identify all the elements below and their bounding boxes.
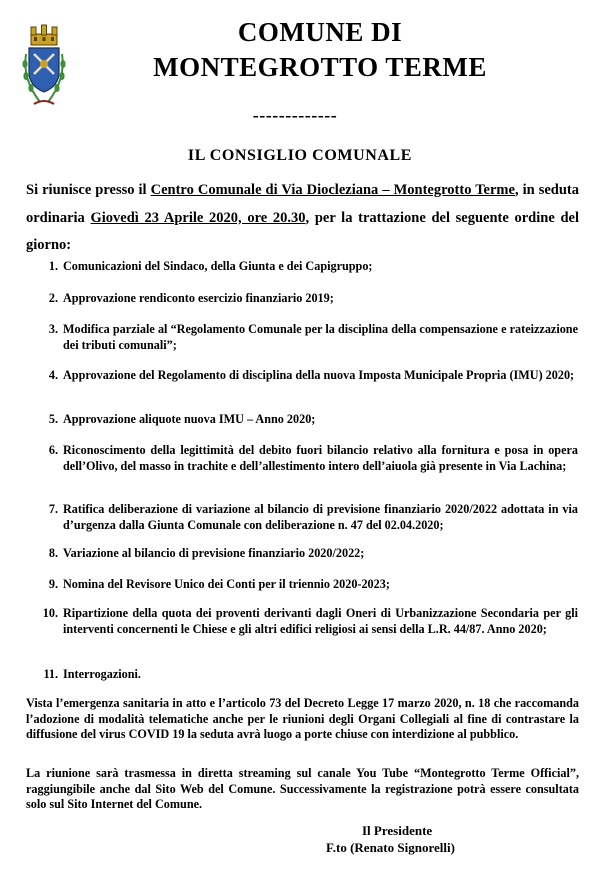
agenda-item-text: Ripartizione della quota dei proventi derivanti dagli Oneri di Urbanizzazione Secondaria per gli interventi concernenti le Chiese e gli altri edifici religiosi ai sensi della L.R. 44/87. Anno 2020; bbox=[63, 606, 578, 636]
agenda-item-text: Modifica parziale al “Regolamento Comunale per la disciplina della compensazione e rateizzazione dei tributi comunali”; bbox=[63, 322, 578, 352]
municipality-title-line2: MONTEGROTTO TERME bbox=[153, 52, 487, 82]
agenda-item-number: 6. bbox=[48, 443, 58, 457]
meeting-intro-paragraph bbox=[26, 177, 579, 260]
municipal-coat-of-arms-icon bbox=[20, 24, 68, 110]
intro-text-part1: Si riunisce presso il bbox=[26, 182, 151, 198]
meeting-place: Centro Comunale di Via Diocleziana – Montegrotto Terme bbox=[150, 182, 515, 198]
agenda-item-number: 11. bbox=[43, 667, 58, 681]
agenda-item-text: Approvazione del Regolamento di disciplina della nuova Imposta Municipale Propria (IMU) 2020; bbox=[63, 368, 575, 382]
agenda-item-text: Ratifica deliberazione di variazione al bilancio di previsione finanziario 2020/2022 adottata in via d’urgenza dalla Giunta Comunale con deliberazione n. 47 del 02.04.2020; bbox=[63, 502, 578, 532]
agenda-item-number: 8. bbox=[48, 546, 58, 560]
intro-text-part3: , per la trattazione del seguente ordine del giorno: bbox=[26, 209, 579, 253]
agenda-item-text: Interrogazioni. bbox=[63, 667, 141, 681]
agenda-item-text: Comunicazioni del Sindaco, della Giunta e dei Capigruppo; bbox=[63, 259, 373, 273]
signature-name: F.to (Renato Signorelli) bbox=[326, 840, 455, 855]
agenda-item-text: Approvazione aliquote nuova IMU – Anno 2020; bbox=[63, 412, 316, 426]
agenda-item-text: Variazione al bilancio di previsione finanziario 2020/2022; bbox=[63, 546, 365, 560]
agenda-item-number: 4. bbox=[48, 368, 58, 382]
intro-text-part2: , in seduta ordinaria bbox=[26, 182, 579, 226]
agenda-item-number: 7. bbox=[48, 502, 58, 516]
municipality-title-line1: COMUNE DI bbox=[237, 17, 403, 47]
agenda-item-number: 3. bbox=[48, 322, 58, 336]
agenda-item-number: 5. bbox=[48, 412, 58, 426]
meeting-date: Giovedì 23 Aprile 2020, ore 20.30 bbox=[90, 209, 306, 226]
signature-role: Il Presidente bbox=[362, 823, 433, 838]
agenda-item-text: Approvazione rendiconto esercizio finanziario 2019; bbox=[63, 291, 334, 305]
title-separator: ------------- bbox=[252, 105, 338, 125]
agenda-item-number: 10. bbox=[42, 606, 58, 620]
agenda-item-number: 1. bbox=[48, 259, 58, 273]
agenda-item-number: 2. bbox=[48, 291, 58, 305]
emergency-notice-paragraph: Vista l’emergenza sanitaria in atto e l’articolo 73 del Decreto Legge 17 marzo 2020, n. 18 che raccomanda l’adozione di modalità telematiche anche per le riunioni degli Organi Collegiali al fine di contrastare la diffusione del virus COVID 19 la seduta avrà luogo a porte chiuse con interdizione al pubblico. bbox=[26, 696, 579, 741]
streaming-notice-paragraph: La riunione sarà trasmessa in diretta streaming sul canale You Tube “Montegrotto Terme Official”, raggiungibile anche dal Sito Web del Comune. Successivamente la registrazione potrà essere consultata solo sul Sito Internet del Comune. bbox=[26, 766, 579, 811]
agenda-item-text: Riconoscimento della legittimità del debito fuori bilancio relativo alla fornitura e posa in opera dell’Olivo, del masso in trachite e dell’allestimento intero dell’aiuola già presente in Via Lachina; bbox=[63, 443, 578, 473]
agenda-item-text: Nomina del Revisore Unico dei Conti per il triennio 2020-2023; bbox=[63, 577, 390, 591]
council-heading: IL CONSIGLIO COMUNALE bbox=[187, 147, 413, 164]
agenda-item-number: 9. bbox=[48, 577, 58, 591]
